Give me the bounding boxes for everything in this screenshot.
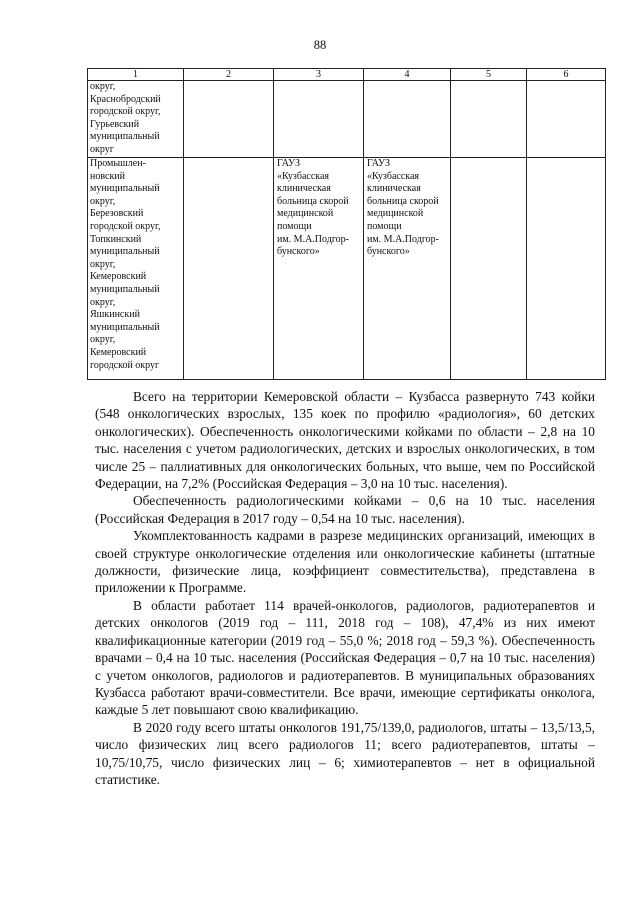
column-number-3: 3: [274, 69, 364, 81]
table-cell: [527, 81, 606, 158]
column-number-1: 1: [88, 69, 184, 81]
table-cell: [451, 158, 527, 380]
territory-cell: Промышлен- новский муниципальный округ, Березовский городской округ, Топкинский муниципальный округ, Кемеровский муниципальный округ, Яшкинский муниципальный округ, Кемеровский городской округ: [88, 158, 184, 380]
table-row: [88, 81, 606, 158]
table-cell: [274, 81, 364, 158]
table-cell: [527, 158, 606, 380]
page-number: 88: [313, 38, 327, 52]
column-number-6: 6: [527, 69, 606, 81]
table-cell: [184, 158, 274, 380]
hospital-cell: ГАУЗ «Кузбасская клиническая больница скорой медицинской помощи им. М.А.Подгор- бунского»: [364, 158, 451, 380]
table-row: [88, 158, 606, 380]
column-number-5: 5: [451, 69, 527, 81]
table-cell: [184, 81, 274, 158]
territory-cell: округ, Краснобродский городской округ, Гурьевский муниципальный округ: [88, 81, 184, 158]
coverage-table: [87, 68, 606, 380]
column-number-2: 2: [184, 69, 274, 81]
paragraph-radiology-beds: Обеспеченность радиологическими койками – 0,6 на 10 тыс. населения (Российская Федерация в 2017 году – 0,54 на 10 тыс. населения).: [95, 493, 595, 526]
table-header-row: [88, 69, 606, 81]
paragraph-staffing: Укомплектованность кадрами в разрезе медицинских организаций, имеющих в своей структуре онкологические отделения или онкологические кабинеты (штатные должности, физические лица, коэффициент совместительства), представлена в приложении к Программе.: [95, 528, 595, 596]
hospital-cell: ГАУЗ «Кузбасская клиническая больница скорой медицинской помощи им. М.А.Подгор- бунского»: [274, 158, 364, 380]
body-text: [95, 388, 595, 788]
column-number-4: 4: [364, 69, 451, 81]
paragraph-beds: Всего на территории Кемеровской области – Кузбасса развернуто 743 койки (548 онкологических взрослых, 135 коек по профилю «радиология», 60 детских онкологических). Обеспеченность онкологическими койками по области – 2,8 на 10 тыс. населения с учетом радиологических, детских и взрослых онкологических, в том числе 25 – паллиативных для онкологических больных, что выше, чем по Российской Федерации, на 7,2% (Российская Федерация – 3,0 на 10 тыс. населения).: [95, 389, 595, 492]
paragraph-2020-staff: В 2020 году всего штаты онкологов 191,75/139,0, радиологов, штаты – 13,5/13,5, число физических лиц всего радиологов 11; всего радиотерапевтов, штаты – 10,75/10,75, число физических лиц – 6; химиотерапевтов – нет в официальной статистике.: [95, 719, 595, 787]
paragraph-doctors: В области работает 114 врачей-онкологов, радиологов, радиотерапевтов и детских онкологов (2019 год – 111, 2018 год – 108), 47,4% из них имеют квалификационные категории (2019 год – 55,0 %; 2018 год – 59,3 %). Обеспеченность врачами – 0,4 на 10 тыс. населения (Российская Федерация – 0,7 на 10 тыс. населения) с учетом онкологов, радиологов и радиотерапевтов. В муниципальных образованиях Кузбасса работают врачи-совместители. Все врачи, имеющие сертификаты онколога, каждые 5 лет повышают свою квалификацию.: [95, 597, 595, 718]
table-cell: [451, 81, 527, 158]
table-cell: [364, 81, 451, 158]
